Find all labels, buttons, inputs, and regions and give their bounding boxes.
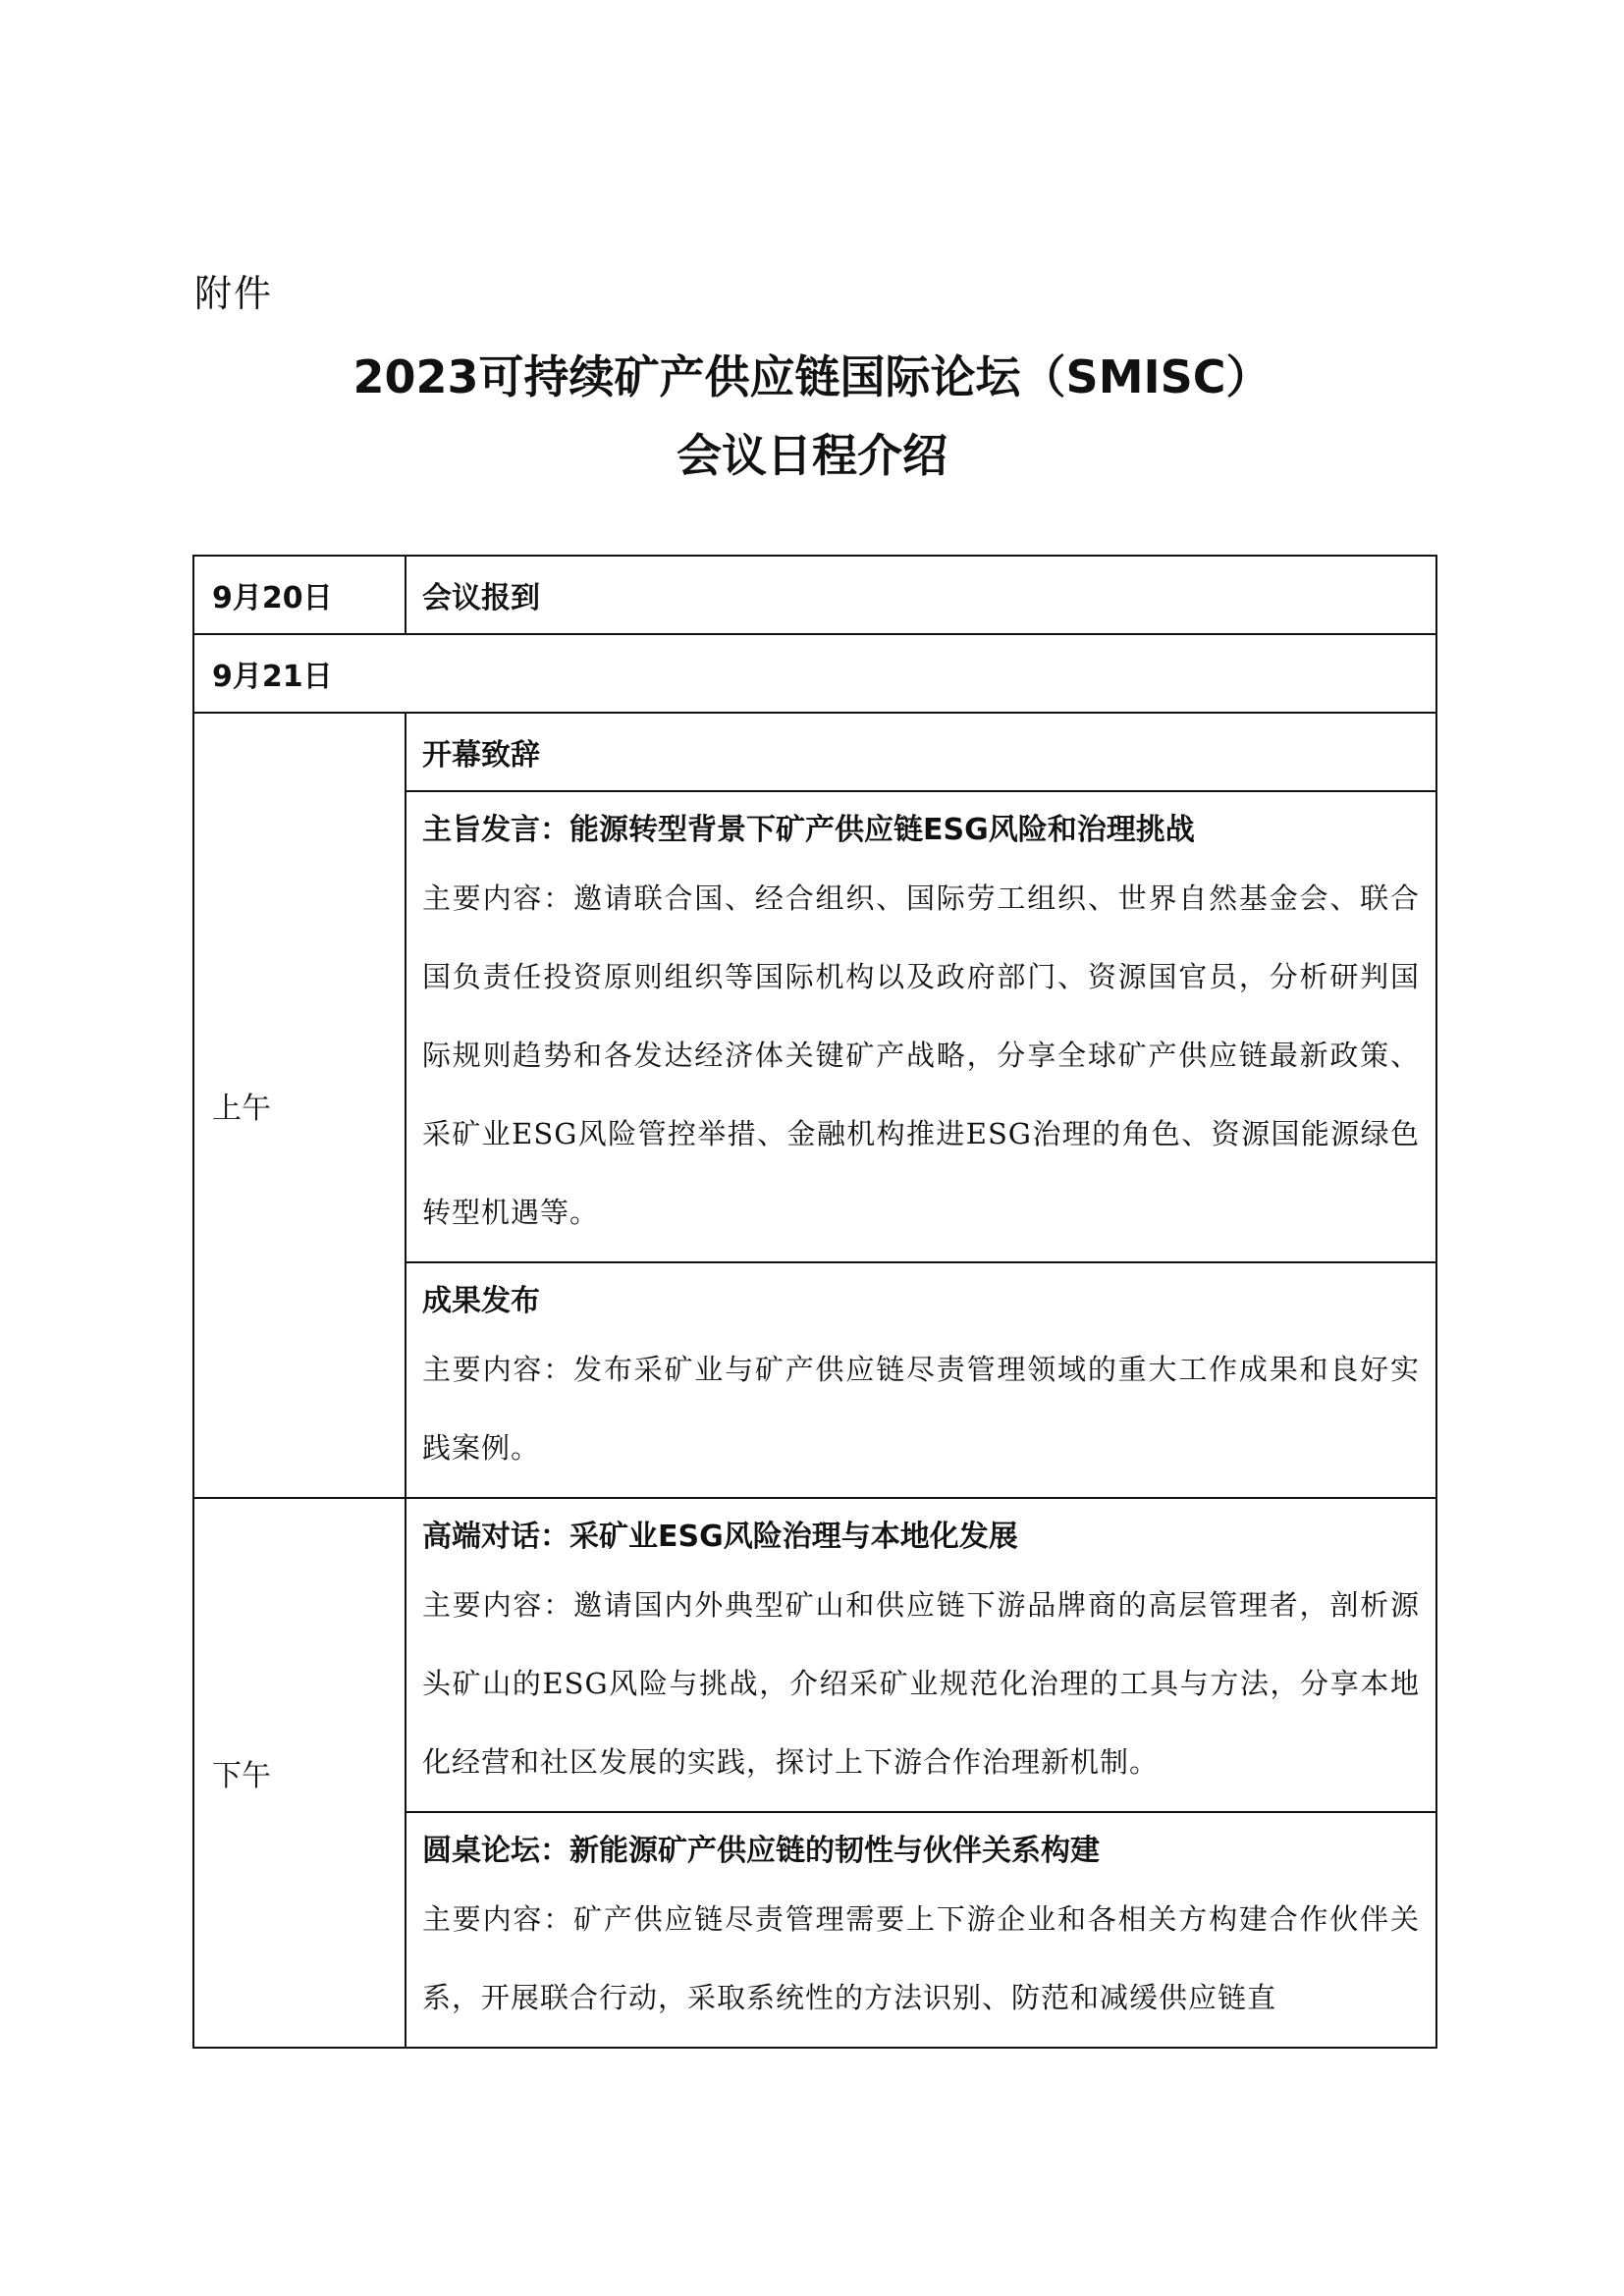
session-content: 主要内容：邀请国内外典型矿山和供应链下游品牌商的高层管理者，剖析源头矿山的ESG风险与挑战，介绍采矿业规范化治理的工具与方法，分享本地化经营和社区发展的实践，探讨上下游合作治理新机制。 (422, 1588, 1420, 1779)
release-session (406, 1262, 1436, 1498)
roundtable-session (406, 1812, 1436, 2048)
opening-remarks: 开幕致辞 (406, 713, 1436, 791)
registration-cell: 会议报到 (406, 556, 1436, 634)
date-cell: 9月21日 (193, 634, 1436, 713)
document-title: 2023可持续矿产供应链国际论坛（SMISC） (352, 350, 1272, 403)
period-afternoon: 下午 (193, 1498, 406, 2048)
table-row (193, 1498, 1436, 1812)
period-morning: 上午 (193, 713, 406, 1498)
session-title: 主旨发言：能源转型背景下矿产供应链ESG风险和治理挑战 (422, 813, 1195, 847)
table-row (193, 634, 1436, 713)
session-content: 主要内容：矿产供应链尽责管理需要上下游企业和各相关方构建合作伙伴关系，开展联合行动，采取系统性的方法识别、防范和减缓供应链直 (422, 1902, 1420, 2014)
attachment-label: 附件 (194, 272, 274, 315)
session-title: 成果发布 (422, 1284, 540, 1318)
agenda-table (192, 555, 1437, 2049)
session-content: 主要内容：邀请联合国、经合组织、国际劳工组织、世界自然基金会、联合国负责任投资原则组织等国际机构以及政府部门、资源国官员，分析研判国际规则趋势和各发达经济体关键矿产战略，分享全球矿产供应链最新政策、采矿业ESG风险管控举措、金融机构推进ESG治理的角色、资源国能源绿色转型机遇等。 (422, 881, 1420, 1229)
session-content: 主要内容：发布采矿业与矿产供应链尽责管理领域的重大工作成果和良好实践案例。 (422, 1353, 1420, 1465)
session-title: 高端对话：采矿业ESG风险治理与本地化发展 (422, 1520, 1018, 1554)
table-row (193, 713, 1436, 791)
keynote-session (406, 791, 1436, 1262)
session-title: 圆桌论坛：新能源矿产供应链的韧性与伙伴关系构建 (422, 1834, 1100, 1868)
document-subtitle: 会议日程介绍 (677, 429, 947, 482)
table-row (193, 556, 1436, 634)
date-cell: 9月20日 (193, 556, 406, 634)
dialogue-session (406, 1498, 1436, 1812)
